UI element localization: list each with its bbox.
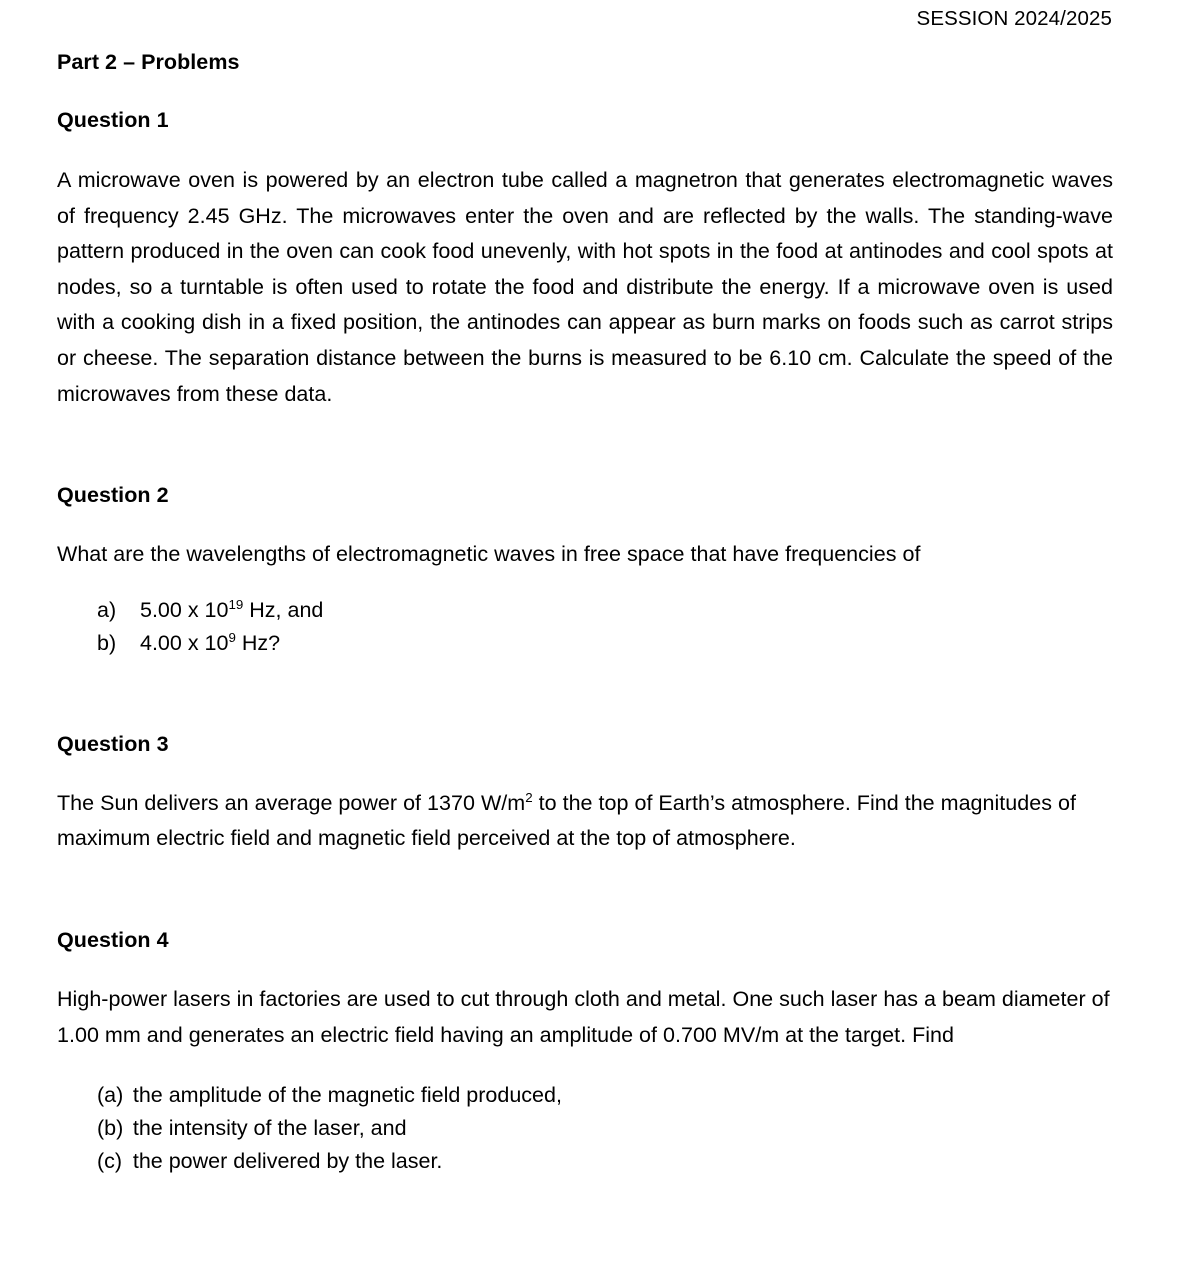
question-1-body: A microwave oven is powered by an electron tube called a magnetron that generates electromagnetic waves of frequency 2.45 GHz. The microwaves enter the oven and are reflected by the walls. The standing-wave pattern produced in the oven can cook food unevenly, with hot spots in the food at antinodes and cool spots at nodes, so a turntable is often used to rotate the food and distribute the energy. If a microwave oven is used with a cooking dish in a fixed position, the antinodes can appear as burn marks on foods such as carrot strips or cheese. The separation distance between the burns is measured to be 6.10 cm. Calculate the speed of the microwaves from these data.: [57, 168, 1113, 406]
list-marker: b): [97, 630, 117, 655]
list-item-text: the power delivered by the laser.: [132, 1149, 443, 1174]
session-label: SESSION 2024/2025: [916, 7, 1112, 30]
list-item-text: the intensity of the laser, and: [132, 1116, 407, 1141]
question-2-heading: Question 2: [57, 483, 169, 508]
list-marker: (a): [97, 1083, 124, 1108]
spacer: [57, 135, 1113, 163]
question-3-body: The Sun delivers an average power of 1370 $W/m^2$ to the top of Earth’s atmosphere. Find the magnitudes of maximum electric field and magnetic field perceived at the top of atmosphere.: [57, 789, 1076, 851]
list-item: [57, 594, 1113, 627]
question-2-options: [57, 594, 1113, 660]
spacer: [57, 510, 1113, 537]
list-item: [57, 1079, 1113, 1112]
question-4-body: High-power lasers in factories are used to cut through cloth and metal. One such laser has a beam diameter of 1.00 mm and generates an electric field having an amplitude of 0.700 MV/m at the target. Find: [57, 987, 1110, 1047]
spacer: [57, 759, 1113, 786]
list-marker: (b): [97, 1116, 124, 1141]
list-item: [57, 1112, 1113, 1145]
spacer: [57, 955, 1113, 982]
question-2-body: What are the wavelengths of electromagnetic waves in free space that have frequencies of: [57, 542, 921, 567]
spacer: [57, 1053, 1113, 1079]
part-title: Part 2 – Problems: [57, 50, 240, 74]
question-4-heading: Question 4: [57, 928, 169, 952]
spacer: [57, 660, 1113, 730]
list-marker: (c): [97, 1149, 123, 1174]
page-header: [57, 6, 1112, 33]
spacer: [57, 77, 1113, 106]
question-1-heading: Question 1: [57, 108, 169, 133]
spacer: [57, 573, 1113, 594]
list-item-text: 4.00 x $10^9$ Hz?: [140, 629, 281, 655]
list-item-text: the amplitude of the magnetic field produced,: [132, 1083, 562, 1108]
exponent: 19: [228, 596, 244, 612]
list-item: [57, 1145, 1113, 1178]
exponent: 2: [525, 789, 533, 805]
spacer: [57, 412, 1113, 481]
document-content: [57, 48, 1113, 1178]
question-4-options: [57, 1079, 1113, 1178]
question-3-heading: Question 3: [57, 731, 169, 756]
list-item-text: 5.00 x $10^{19}$ Hz, and: [140, 596, 324, 622]
list-marker: a): [97, 597, 117, 622]
spacer: [57, 857, 1113, 926]
exponent: 9: [228, 629, 236, 645]
list-item: [57, 627, 1113, 660]
